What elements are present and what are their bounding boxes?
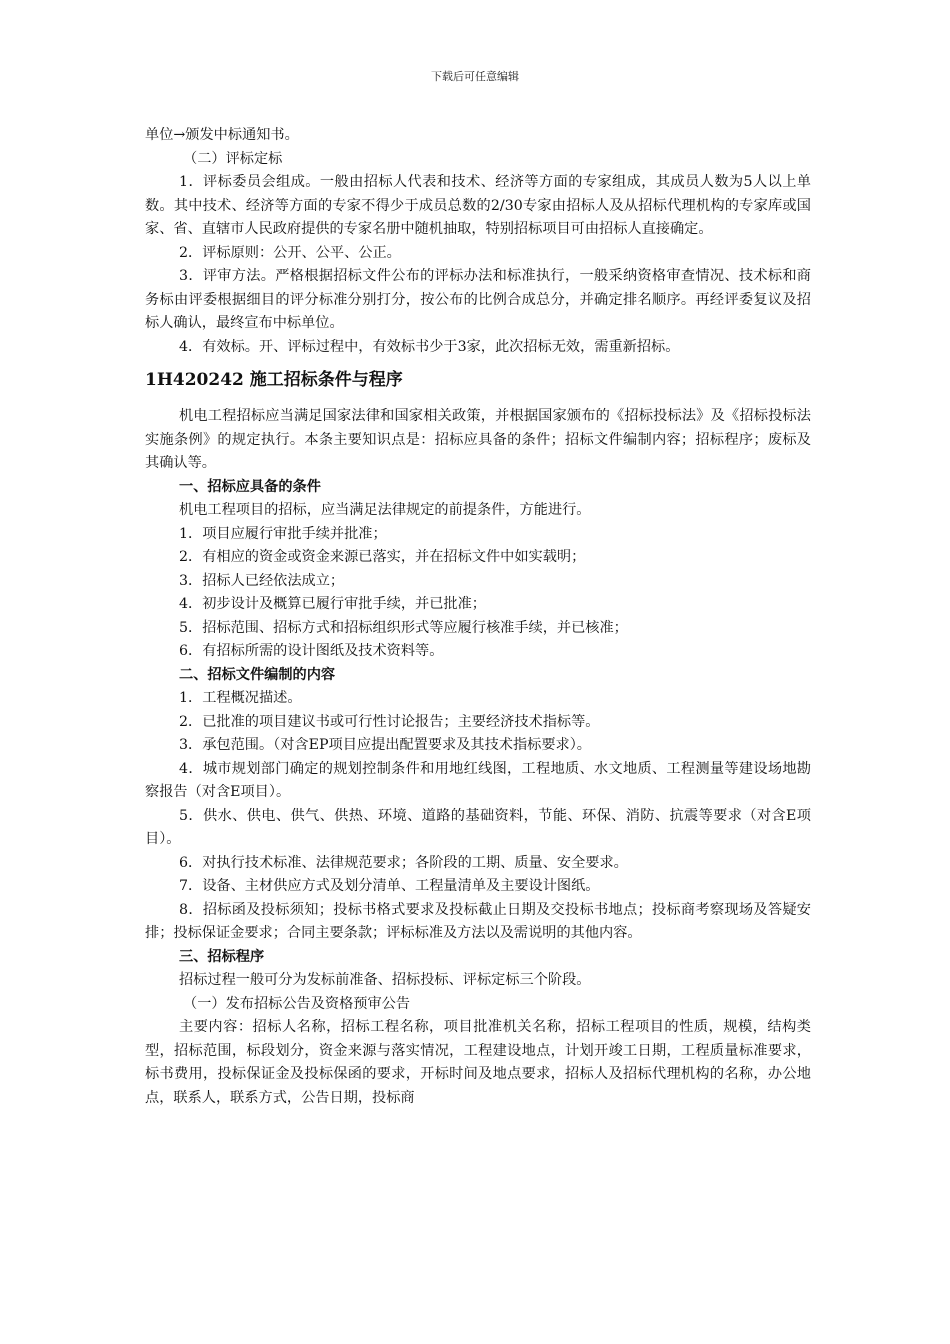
paragraph: 招标过程一般可分为发标前准备、招标投标、评标定标三个阶段。: [179, 972, 591, 988]
paragraph: 5．招标范围、招标方式和招标组织形式等应履行核准手续，并已核准；: [179, 619, 628, 636]
paragraph: 1．评标委员会组成。一般由招标人代表和技术、经济等方面的专家组成，其成员人数为5人以上单数。其中技术、经济等方面的专家不得少于成员总数的2/30专家由招标人及从招标代理机构的专家库或国家、省、直辖市人民政府提供的专家名册中随机抽取，特别招标项目可由招标人直接确定。: [145, 174, 811, 237]
paragraph: 7．设备、主材供应方式及划分清单、工程量清单及主要设计图纸。: [179, 878, 600, 894]
paragraph: 2．有相应的资金或资金来源已落实，并在招标文件中如实载明；: [179, 549, 586, 565]
paragraph: 4．城市规划部门确定的规划控制条件和用地红线图，工程地质、水文地质、工程测量等建设场地勘察报告（对含E项目）。: [145, 760, 811, 800]
paragraph: 机电工程招标应当满足国家法律和国家相关政策，并根据国家颁布的《招标投标法》及《招标投标法实施条例》的规定执行。本条主要知识点是：招标应具备的条件；招标文件编制内容；招标程序；废标及其确认等。: [145, 408, 811, 471]
paragraph: 主要内容：招标人名称，招标工程名称，项目批准机关名称，招标工程项目的性质，规模，结构类型，招标范围，标段划分，资金来源与落实情况，工程建设地点，计划开竣工日期，工程质量标准要求，标书费用，投标保证金及投标保函的要求，开标时间及地点要求，招标人及招标代理机构的名称，办公地点，联系人，联系方式，公告日期，投标商: [145, 1019, 811, 1106]
paragraph: 3．招标人已经依法成立；: [179, 572, 345, 589]
paragraph: 3．评审方法。严格根据招标文件公布的评标办法和标准执行，一般采纳资格审查情况、技术标和商务标由评委根据细目的评分标准分别打分，按公布的比例合成总分，并确定排名顺序。再经评委复议及招标人确认，最终宣布中标单位。: [145, 268, 811, 331]
paragraph: 机电工程项目的招标，应当满足法律规定的前提条件，方能进行。: [179, 502, 591, 518]
paragraph: （二）评标定标: [183, 150, 283, 167]
section-heading: 1H420242 施工招标条件与程序: [145, 370, 403, 390]
page-header: 下载后可任意编辑: [431, 70, 519, 83]
paragraph: （一）发布招标公告及资格预审公告: [183, 995, 411, 1012]
document-body: [145, 124, 811, 1110]
paragraph: 2．已批准的项目建议书或可行性讨论报告；主要经济技术指标等。: [179, 713, 600, 730]
paragraph: 2．评标原则：公开、公平、公正。: [179, 244, 401, 261]
paragraph: 4．有效标。开、评标过程中，有效标书少于3家，此次招标无效，需重新招标。: [179, 338, 680, 355]
paragraph: 6．有招标所需的设计图纸及技术资料等。: [179, 643, 444, 659]
paragraph: 5．供水、供电、供气、供热、环境、道路的基础资料，节能、环保、消防、抗震等要求（对含E项目）。: [145, 807, 811, 847]
paragraph: 8．招标函及投标须知；投标书格式要求及投标截止日期及交投标书地点；投标商考察现场及答疑安排；投标保证金要求；合同主要条款；评标标准及方法以及需说明的其他内容。: [145, 901, 811, 941]
section-heading: 一、招标应具备的条件: [179, 478, 321, 495]
paragraph: 单位→颁发中标通知书。: [145, 127, 299, 143]
paragraph: 6．对执行技术标准、法律规范要求；各阶段的工期、质量、安全要求。: [179, 854, 628, 871]
section-heading: 二、招标文件编制的内容: [179, 666, 336, 683]
paragraph: 4．初步设计及概算已履行审批手续，并已批准；: [179, 596, 486, 612]
paragraph: 1．项目应履行审批手续并批准；: [179, 525, 387, 542]
section-heading: 三、招标程序: [179, 948, 265, 965]
paragraph: 3．承包范围。（对含EP项目应提出配置要求及其技术指标要求）。: [179, 737, 591, 753]
paragraph: 1．工程概况描述。: [179, 690, 302, 706]
